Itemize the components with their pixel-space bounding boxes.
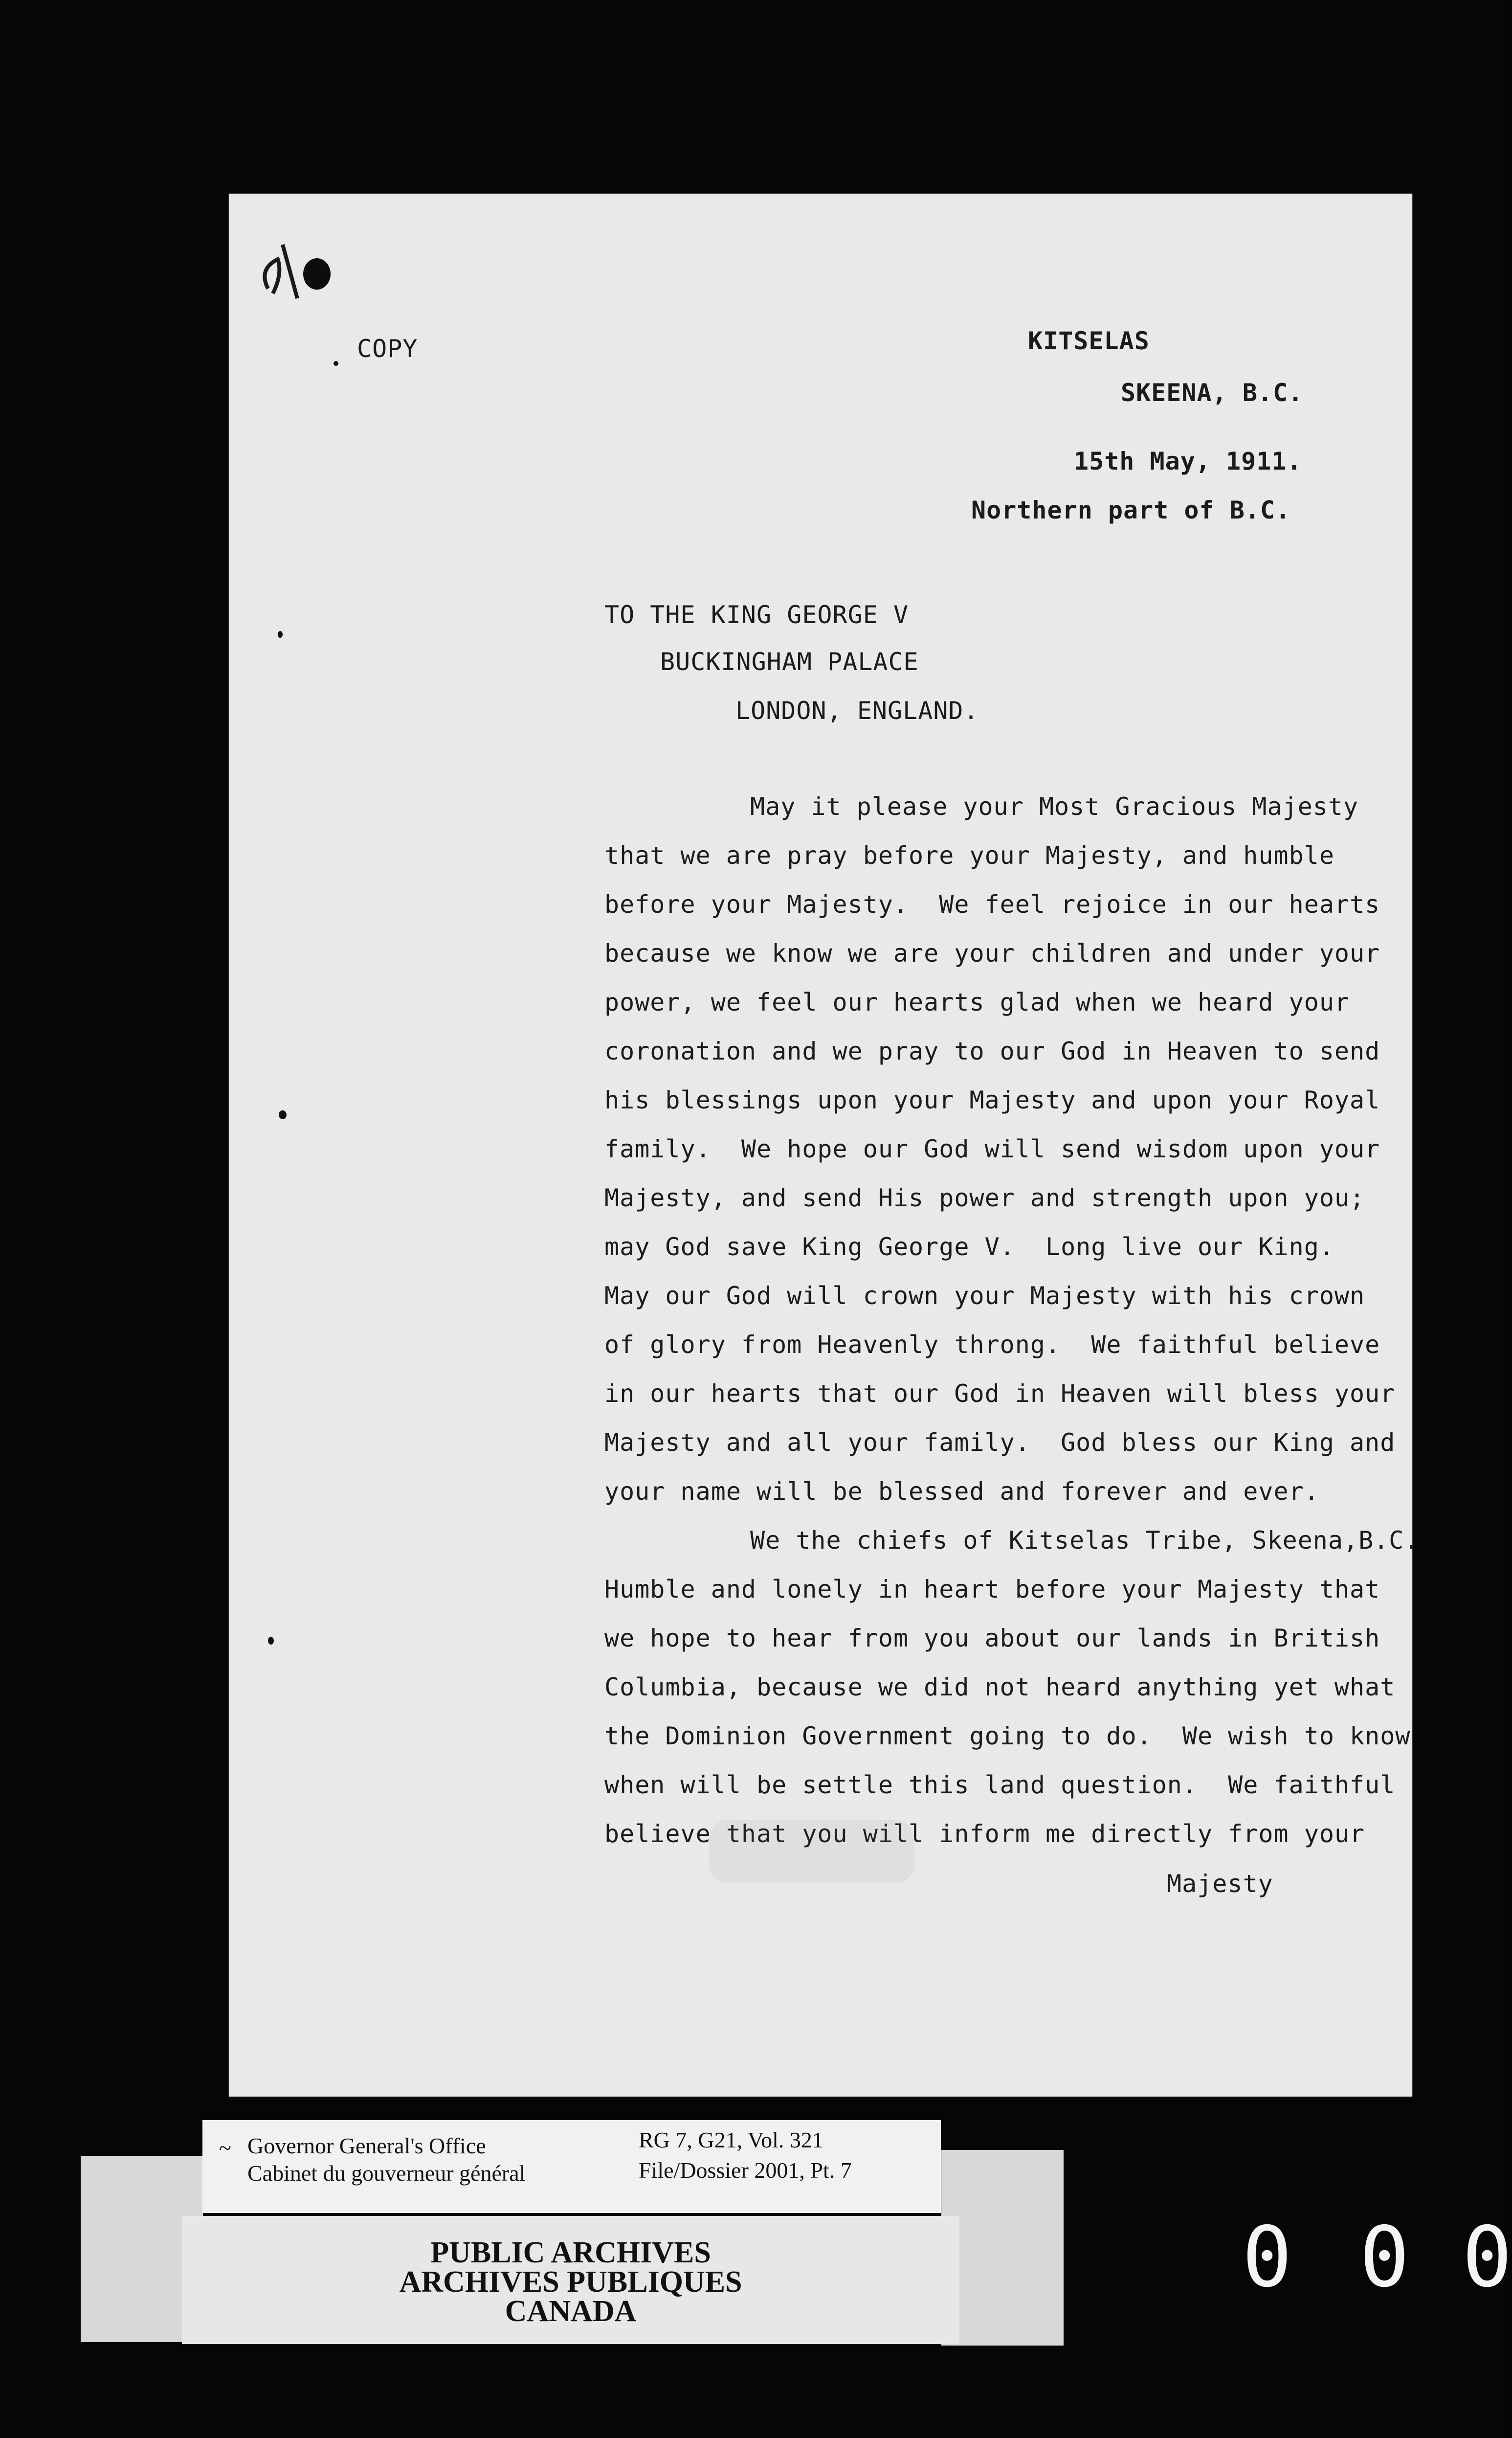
place-line-1: KITSELAS — [1028, 327, 1150, 355]
address-line: BUCKINGHAM PALACE — [660, 648, 919, 676]
frame-number-digit: 0 — [1242, 2209, 1292, 2306]
body-line: his blessings upon your Majesty and upon your Royal — [604, 1086, 1380, 1114]
ink-speck — [279, 1110, 287, 1119]
label-backing — [941, 2150, 1064, 2346]
dash-mark: ~ — [219, 2135, 231, 2160]
body-line: Columbia, because we did not heard anything yet what — [604, 1673, 1396, 1701]
office-en: Governor General's Office — [247, 2133, 486, 2158]
body-line: in our hearts that our God in Heaven will bless your — [604, 1379, 1396, 1408]
office-fr: Cabinet du gouverneur général — [247, 2161, 526, 2186]
body-line: May our God will crown your Majesty with his crown — [604, 1282, 1365, 1310]
body-line: we hope to hear from you about our lands in British — [604, 1624, 1380, 1652]
body-line: the Dominion Government going to do. We wish to know — [604, 1722, 1411, 1750]
body-line: May it please your Most Gracious Majesty — [750, 792, 1359, 821]
address-line: TO THE KING GEORGE V — [604, 601, 909, 629]
body-line: Majesty and all your family. God bless our King and — [604, 1428, 1396, 1457]
address-line: LONDON, ENGLAND. — [735, 697, 979, 725]
ink-speck — [278, 631, 283, 638]
body-line: Majesty, and send His power and strength upon you; — [604, 1184, 1365, 1212]
copy-label: COPY — [357, 335, 418, 363]
letter-date: 15th May, 1911. — [1074, 447, 1302, 475]
body-line: may God save King George V. Long live our King. — [604, 1233, 1334, 1261]
body-line: before your Majesty. We feel rejoice in our hearts — [604, 890, 1380, 919]
body-line: believe that you will inform me directly from your — [604, 1820, 1365, 1848]
body-line: family. We hope our God will send wisdom upon your — [604, 1135, 1380, 1163]
stamp-line: CANADA — [505, 2295, 637, 2328]
body-line: of glory from Heavenly throng. We faithful believe — [604, 1331, 1380, 1359]
file-number: File/Dossier 2001, Pt. 7 — [639, 2158, 852, 2183]
place-line-2: SKEENA, B.C. — [1121, 379, 1304, 407]
body-line: when will be settle this land question. We faithful — [604, 1771, 1396, 1799]
body-line: Humble and lonely in heart before your Majesty that — [604, 1575, 1380, 1603]
stamp-line: ARCHIVES PUBLIQUES — [399, 2265, 742, 2299]
archive-reference-label — [202, 2120, 941, 2213]
ink-speck — [268, 1637, 274, 1645]
body-line: coronation and we pray to our God in Heaven to send — [604, 1037, 1380, 1065]
body-line: that we are pray before your Majesty, and humble — [604, 841, 1334, 870]
frame-number-digit: 0 — [1359, 2209, 1410, 2306]
frame-number-digit: 0 — [1462, 2209, 1512, 2306]
body-line: because we know we are your children and under your — [604, 939, 1380, 968]
ink-speck — [334, 361, 338, 366]
handwritten-mark-icon — [248, 215, 356, 313]
body-line: your name will be blessed and forever and ever. — [604, 1477, 1319, 1506]
letter-closing: Majesty — [1167, 1870, 1273, 1898]
record-group: RG 7, G21, Vol. 321 — [639, 2127, 823, 2152]
stamp-line: PUBLIC ARCHIVES — [430, 2236, 711, 2269]
body-line: power, we feel our hearts glad when we heard your — [604, 988, 1350, 1016]
archive-stamp — [182, 2216, 959, 2344]
faint-stamp — [709, 1820, 914, 1883]
body-line: We the chiefs of Kitselas Tribe, Skeena,B.C. — [750, 1526, 1420, 1555]
letter-region: Northern part of B.C. — [971, 496, 1291, 524]
